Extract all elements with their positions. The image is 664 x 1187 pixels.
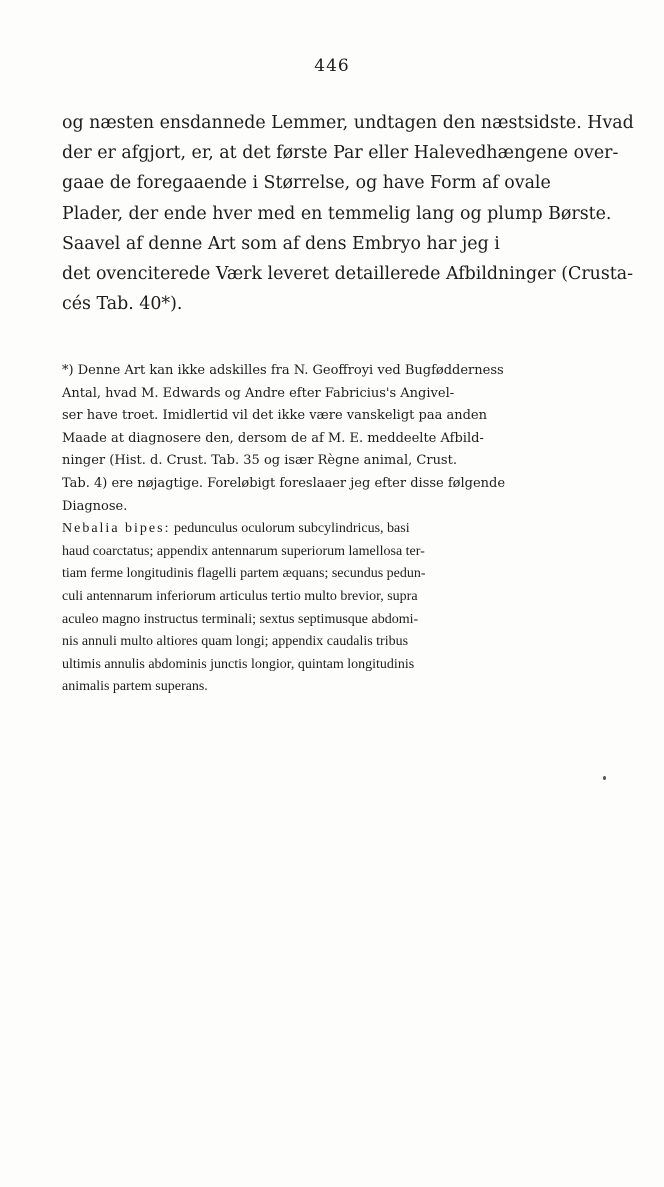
body-line: og næsten ensdannede Lemmer, undtagen den næstsidste. Hvad bbox=[62, 113, 634, 133]
body-line: det ovenciterede Værk leveret detaillerede Afbildninger (Crusta- bbox=[62, 264, 634, 285]
latin-line bbox=[62, 518, 622, 541]
page-number: 446 bbox=[314, 56, 350, 76]
latin-diagnosis bbox=[62, 518, 622, 699]
footnote bbox=[62, 360, 622, 699]
footnote-line: Diagnose. bbox=[62, 498, 128, 514]
footnote-line: Maade at diagnosere den, dersom de af M. E. meddeelte Afbild- bbox=[62, 430, 484, 446]
latin-line: tiam ferme longitudinis flagelli partem æquans; secundus pedun- bbox=[62, 566, 426, 582]
ink-speck bbox=[603, 776, 606, 780]
footnote-line: Antal, hvad M. Edwards og Andre efter Fabricius's Angivel- bbox=[62, 385, 455, 401]
latin-line: aculeo magno instructus terminali; sextus septimusque abdomi- bbox=[62, 611, 419, 627]
latin-line: haud coarctatus; appendix antennarum superiorum lamellosa ter- bbox=[62, 543, 425, 559]
footnote-line: ninger (Hist. d. Crust. Tab. 35 og især Règne animal, Crust. bbox=[62, 453, 457, 469]
footnote-line: Tab. 4) ere nøjagtige. Foreløbigt foreslaaer jeg efter disse følgende bbox=[62, 475, 506, 491]
body-line: gaae de foregaaende i Størrelse, og have Form af ovale bbox=[62, 173, 551, 194]
body-line: der er afgjort, er, at det første Par eller Halevedhængene over- bbox=[62, 143, 619, 164]
footnote-line: ser have troet. Imidlertid vil det ikke være vanskeligt paa anden bbox=[62, 408, 487, 424]
latin-line: culi antennarum inferiorum articulus tertio multo brevior, supra bbox=[62, 588, 418, 604]
latin-text: pedunculus oculorum subcylindricus, basi bbox=[170, 521, 410, 537]
latin-line: animalis partem superans. bbox=[62, 679, 208, 695]
latin-line: nis annuli multo altiores quam longi; appendix caudalis tribus bbox=[62, 634, 409, 650]
latin-line: ultimis annulis abdominis junctis longior, quintam longitudinis bbox=[62, 656, 415, 672]
body-line: Plader, der ende hver med en temmelig lang og plump Børste. bbox=[62, 203, 612, 224]
body-paragraph bbox=[62, 108, 634, 319]
body-line: cés Tab. 40*). bbox=[62, 294, 183, 315]
footnote-line: *) Denne Art kan ikke adskilles fra N. Geoffroyi ved Bugfødderness bbox=[62, 363, 504, 378]
body-line: Saavel af denne Art som af dens Embryo har jeg i bbox=[62, 233, 500, 254]
species-name: Nebalia bipes: bbox=[62, 521, 171, 537]
